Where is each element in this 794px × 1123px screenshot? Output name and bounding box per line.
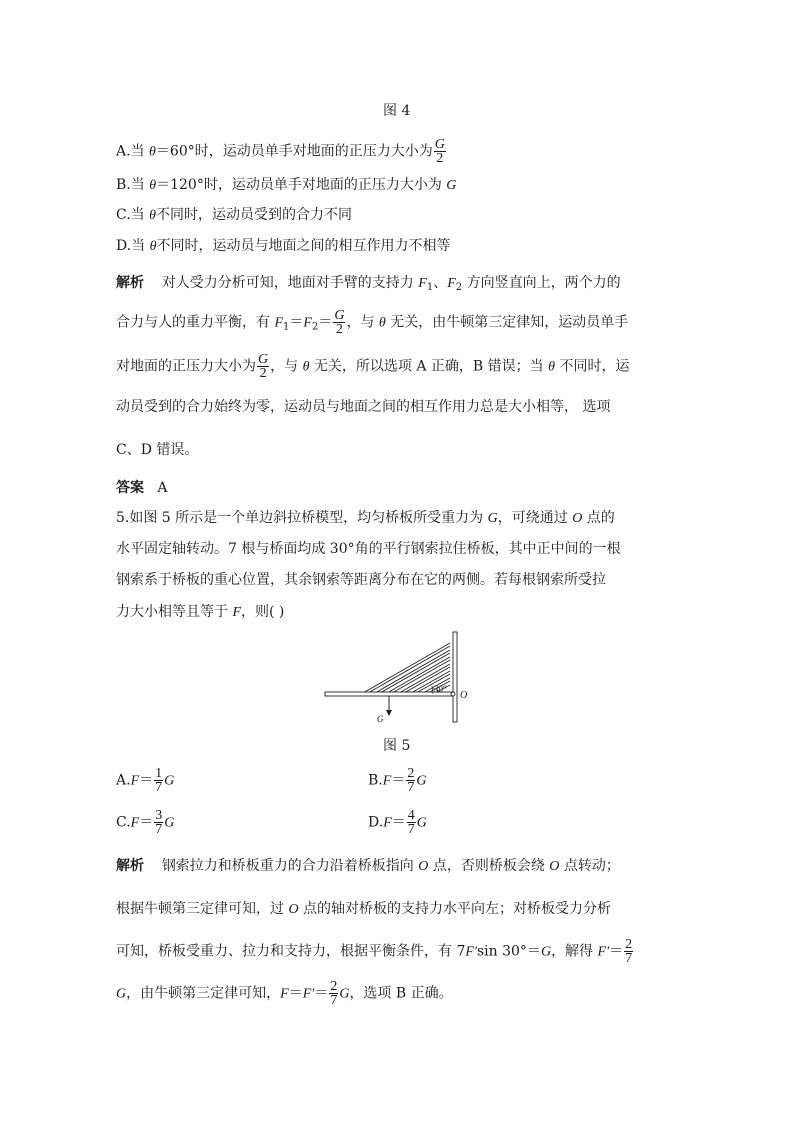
option-c: C.当 θ不同时，运动员受到的合力不同	[116, 207, 353, 223]
question-5-line-3: 钢索系于桥板的重心位置，其余钢索等距离分布在它的两侧。若每根钢索所受拉	[116, 572, 606, 588]
option-5-a: A.F＝ $\frac{1}{7}$ G	[116, 766, 175, 795]
tower	[453, 632, 457, 722]
analysis-label: 解析	[116, 858, 144, 874]
analysis-5-line-2: 根据牛顿第三定律可知，过 O 点的轴对桥板的支持力水平向左；对桥板受力分析	[116, 901, 612, 917]
bridge-figure	[320, 628, 470, 728]
analysis-5-line-1: 解析 钢索拉力和桥板重力的合力沿着桥板指向 O 点，否则桥板会绕 O 点转动；	[116, 858, 620, 874]
option-5-b: B.F＝ $\frac{2}{7}$ G	[368, 766, 427, 795]
analysis-5-line-4: G，由牛顿第三定律可知，F＝F′＝ $\frac{2}{7}$ G，选项 B 正确。	[116, 979, 453, 1008]
option-a: A.当 θ＝60°时，运动员单手对地面的正压力大小为 $\frac{G}{2}$	[116, 137, 445, 166]
gravity-label: G	[377, 714, 384, 724]
question-5-line-1: 5.如图 5 所示是一个单边斜拉桥模型，均匀桥板所受重力为 G，可绕通过 O 点的	[116, 510, 615, 526]
analysis-4-line-2: 合力与人的重力平衡，有 $F_1=F_2=$ $\frac{G}{2}$ ，与 θ 无关，由牛顿第三定律知，运动员单手	[116, 308, 629, 337]
figure-4-caption: 图 4	[383, 103, 411, 119]
question-5-line-2: 水平固定轴转动。7 根与桥面均成 30°角的平行钢索拉住桥板，其中正中间的一根	[116, 541, 621, 557]
option-b: B.当 θ＝120°时，运动员单手对地面的正压力大小为 G	[116, 177, 457, 193]
angle-label: 30°	[434, 684, 447, 694]
fraction: $\frac{G}{2}$	[258, 352, 269, 381]
point-o-label: O	[460, 690, 468, 701]
question-5-line-4: 力大小相等且等于 F，则( )	[116, 604, 285, 620]
pivot-point	[451, 692, 455, 696]
fraction: $\frac{G}{2}$	[334, 308, 345, 337]
analysis-5-line-3: 可知，桥板受重力、拉力和支持力，根据平衡条件，有 7F′sin 30°＝G，解得 F′＝ $\frac{2}{7}$	[116, 937, 633, 966]
analysis-label: 解析	[116, 275, 144, 291]
option-d: D.当 θ不同时，运动员与地面之间的相互作用力不相等	[116, 238, 451, 254]
answer-label: 答案	[116, 480, 144, 496]
analysis-4-line-1: 解析 对人受力分析可知，地面对手臂的支持力 $F_1$、$F_2$ 方向竖直向上，两个力的	[116, 275, 621, 293]
analysis-4-line-5: C、D 错误。	[116, 442, 199, 458]
option-5-d: D.F＝ $\frac{4}{7}$ G	[368, 808, 427, 837]
analysis-4-line-3: 对地面的正压力大小为 $\frac{G}{2}$ ，与 θ 无关，所以选项 A 正确，B 错误；当 θ 不同时，运	[116, 352, 630, 381]
answer-value: A	[157, 480, 168, 496]
fraction: $\frac{G}{2}$	[434, 137, 445, 166]
figure-5-caption: 图 5	[383, 738, 411, 754]
analysis-4-line-4: 动员受到的合力始终为零，运动员与地面之间的相互作用力总是大小相等， 选项	[116, 399, 611, 415]
answer-4	[116, 478, 167, 498]
option-5-c: C.F＝ $\frac{3}{7}$ G	[116, 808, 175, 837]
